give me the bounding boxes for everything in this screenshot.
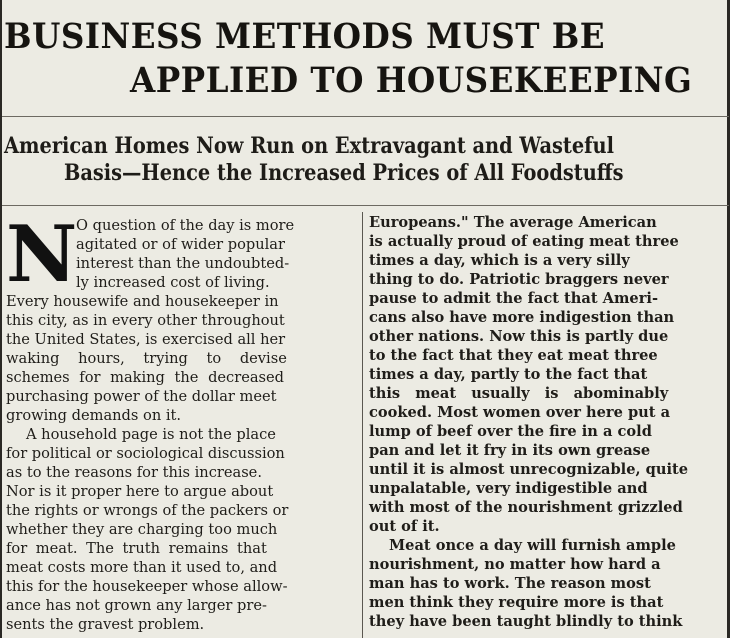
text-line: out of it. xyxy=(369,518,440,535)
text-line: men think they require more is that xyxy=(369,594,664,611)
headline-line-2: APPLIED TO HOUSEKEEPING xyxy=(130,60,693,101)
text-line: as to the reasons for this increase. xyxy=(6,464,262,481)
subheadline-divider xyxy=(2,205,729,206)
text-line: to the fact that they eat meat three xyxy=(369,347,658,364)
text-line: interest than the undoubted- xyxy=(76,255,290,272)
text-line: sents the gravest problem. xyxy=(6,616,205,633)
text-line: times a day, partly to the fact that xyxy=(369,366,648,383)
text-line: is actually proud of eating meat three xyxy=(369,233,679,250)
text-line: this city, as in every other throughout xyxy=(6,312,285,329)
text-line: ly increased cost of living. xyxy=(76,274,270,291)
drop-cap: N xyxy=(6,209,78,300)
text-line: schemes for making the decreased xyxy=(6,369,285,386)
text-line: waking hours, trying to devise xyxy=(6,350,287,367)
text-line: whether they are charging too much xyxy=(6,521,278,538)
text-line: Meat once a day will furnish ample xyxy=(389,537,676,554)
text-line: with most of the nourishment grizzled xyxy=(369,499,683,516)
text-line: they have been taught blindly to think xyxy=(369,613,683,630)
text-line: Nor is it proper here to argue about xyxy=(6,483,274,500)
text-line: for political or sociological discussion xyxy=(6,445,285,462)
headline-line-1: BUSINESS METHODS MUST BE xyxy=(4,16,606,57)
headline-divider xyxy=(2,116,729,117)
text-line: until it is almost unrecognizable, quite xyxy=(369,461,689,478)
text-line: cooked. Most women over here put a xyxy=(369,404,671,421)
article-column-left xyxy=(6,209,356,634)
column-divider xyxy=(362,212,363,638)
subheadline-line-2: Basis—Hence the Increased Prices of All Foodstuffs xyxy=(64,160,624,186)
text-line: cans also have more indigestion than xyxy=(369,309,675,326)
text-line: thing to do. Patriotic braggers never xyxy=(369,271,669,288)
text-line: ance has not grown any larger pre- xyxy=(6,597,267,614)
text-line: pause to admit the fact that Ameri- xyxy=(369,290,659,307)
text-line: lump of beef over the fire in a cold xyxy=(369,423,652,440)
text-line: growing demands on it. xyxy=(6,407,182,424)
text-line: A household page is not the place xyxy=(26,426,276,443)
text-line: pan and let it fry in its own grease xyxy=(369,442,651,459)
text-line: other nations. Now this is partly due xyxy=(369,328,669,345)
text-line: the United States, is exercised all her xyxy=(6,331,286,348)
text-line: Europeans." The average American xyxy=(369,214,657,231)
text-line: O question of the day is more xyxy=(76,217,295,234)
text-line: Every housewife and housekeeper in xyxy=(6,293,279,310)
text-line: unpalatable, very indigestible and xyxy=(369,480,648,497)
article-column-right xyxy=(369,213,725,631)
text-line: times a day, which is a very silly xyxy=(369,252,630,269)
text-line: purchasing power of the dollar meet xyxy=(6,388,277,405)
text-line: for meat. The truth remains that xyxy=(6,540,267,557)
subheadline-line-1: American Homes Now Run on Extravagant and Wasteful xyxy=(4,133,614,159)
text-line: agitated or of wider popular xyxy=(76,236,285,253)
text-line: man has to work. The reason most xyxy=(369,575,651,592)
text-line: nourishment, no matter how hard a xyxy=(369,556,661,573)
text-line: this for the housekeeper whose allow- xyxy=(6,578,288,595)
text-line: the rights or wrongs of the packers or xyxy=(6,502,289,519)
text-line: meat costs more than it used to, and xyxy=(6,559,278,576)
text-line: this meat usually is abominably xyxy=(369,385,669,402)
